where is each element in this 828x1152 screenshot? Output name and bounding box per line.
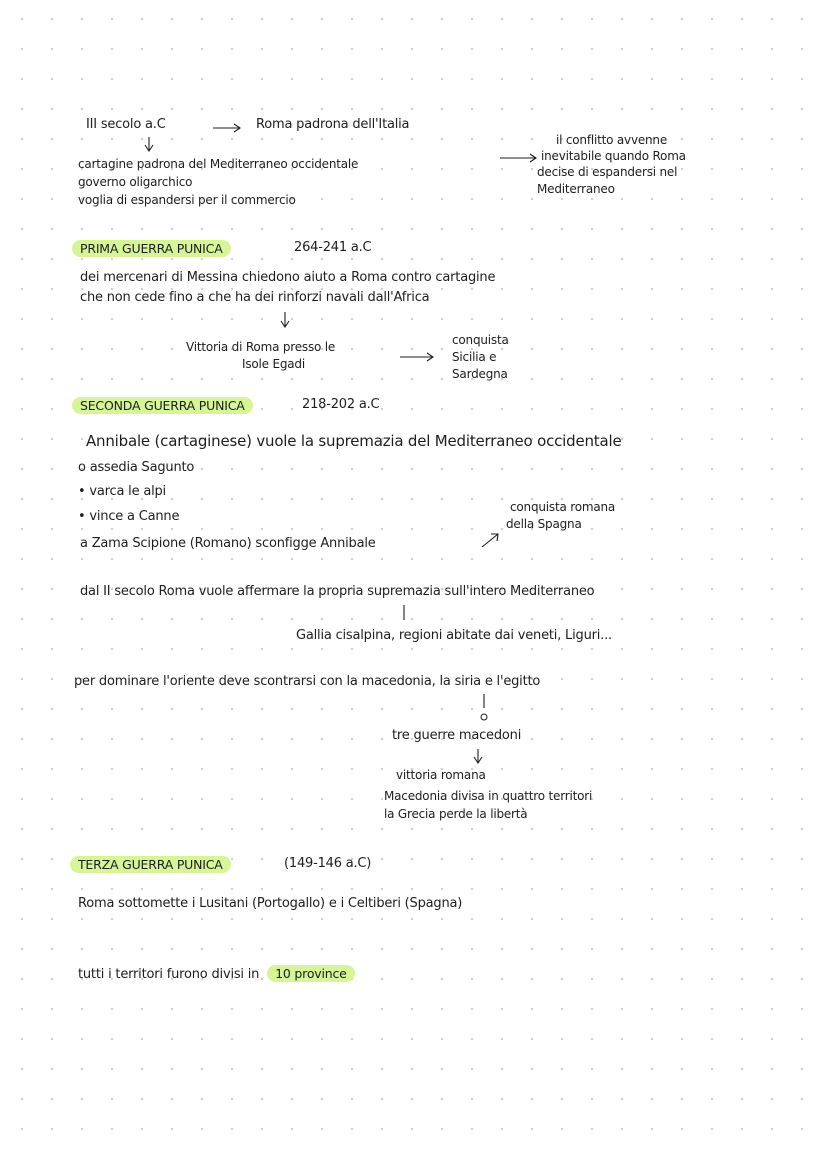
second-war-dates: 218-202 a.C <box>302 397 380 412</box>
bullet-1 <box>78 460 194 475</box>
bullet-2 <box>78 484 166 499</box>
bullet-marker: • <box>78 509 90 524</box>
bullet-marker: • <box>78 484 90 499</box>
note-line-1: il conflitto avvenne <box>556 133 668 147</box>
conclusion-line <box>78 966 355 982</box>
arrow-zama-spain <box>482 534 498 547</box>
arrow-carthage-note <box>500 154 536 162</box>
arrow-wars-outcome <box>474 749 482 763</box>
arrow-victory-conquest <box>400 353 433 361</box>
zama-line: a Zama Scipione (Romano) sconfigge Annibale <box>80 536 376 551</box>
outcome-line-3: la Grecia perde la libertà <box>384 807 528 821</box>
arrow-dot-macedonian <box>481 714 487 720</box>
carthage-line-2: governo oligarchico <box>78 175 193 189</box>
hannibal-intro: Annibale (cartaginese) vuole la supremazia del Mediterraneo occidentale <box>86 432 622 450</box>
outcome-line-1: vittoria romana <box>396 768 486 782</box>
arrow-century-down <box>145 137 153 151</box>
conquest-line-1: conquista <box>452 333 509 347</box>
bullet-3 <box>78 509 179 524</box>
note-line-3: decise di espandersi nel <box>537 165 678 179</box>
arrow-down-victory <box>281 312 289 327</box>
conquest-line-2: Sicilia e <box>452 350 497 364</box>
third-war-line: Roma sottomette i Lusitani (Portogallo) e i Celtiberi (Spagna) <box>78 896 463 911</box>
arrow-century-rome <box>213 124 240 132</box>
third-war-title: TERZA GUERRA PUNICA <box>70 856 231 873</box>
provinces-highlight: 10 province <box>267 965 354 982</box>
bullet-text-2: varca le alpi <box>89 484 166 499</box>
rome-italy-text: Roma padrona dell'Italia <box>256 117 410 132</box>
first-war-line-2: che non cede fino a che ha dei rinforzi navali dall'Africa <box>80 290 430 305</box>
note-line-4: Mediterraneo <box>537 182 615 196</box>
first-war-line-1: dei mercenari di Messina chiedono aiuto a Roma contro cartagine <box>80 270 496 285</box>
century-label: III secolo a.C <box>86 117 166 132</box>
conclusion-text: tutti i territori furono divisi in <box>78 967 260 982</box>
carthage-line-3: voglia di espandersi per il commercio <box>78 193 296 207</box>
victory-line-2: Isole Egadi <box>242 357 305 371</box>
east-line: per dominare l'oriente deve scontrarsi con la macedonia, la siria e l'egitto <box>74 674 541 689</box>
note-line-2: inevitabile quando Roma <box>541 149 686 163</box>
bullet-marker: o <box>78 460 90 475</box>
third-war-dates: (149-146 a.C) <box>284 856 372 871</box>
second-century-line: dal II secolo Roma vuole affermare la propria supremazia sull'intero Mediterraneo <box>80 584 595 599</box>
conquest-line-3: Sardegna <box>452 367 508 381</box>
regions-line: Gallia cisalpina, regioni abitate dai veneti, Liguri... <box>296 628 612 643</box>
spain-line-1: conquista romana <box>510 500 616 514</box>
macedonian-wars: tre guerre macedoni <box>392 728 522 743</box>
first-war-title: PRIMA GUERRA PUNICA <box>72 240 231 257</box>
carthage-line-1: cartagine padrona del Mediterraneo occidentale <box>78 157 359 171</box>
first-war-dates: 264-241 a.C <box>294 240 372 255</box>
victory-line-1: Vittoria di Roma presso le <box>186 340 336 354</box>
spain-line-2: della Spagna <box>506 517 582 531</box>
outcome-line-2: Macedonia divisa in quattro territori <box>384 789 593 803</box>
bullet-text-1: assedia Sagunto <box>89 460 195 475</box>
second-war-title: SECONDA GUERRA PUNICA <box>72 397 253 414</box>
bullet-text-3: vince a Canne <box>89 509 180 524</box>
